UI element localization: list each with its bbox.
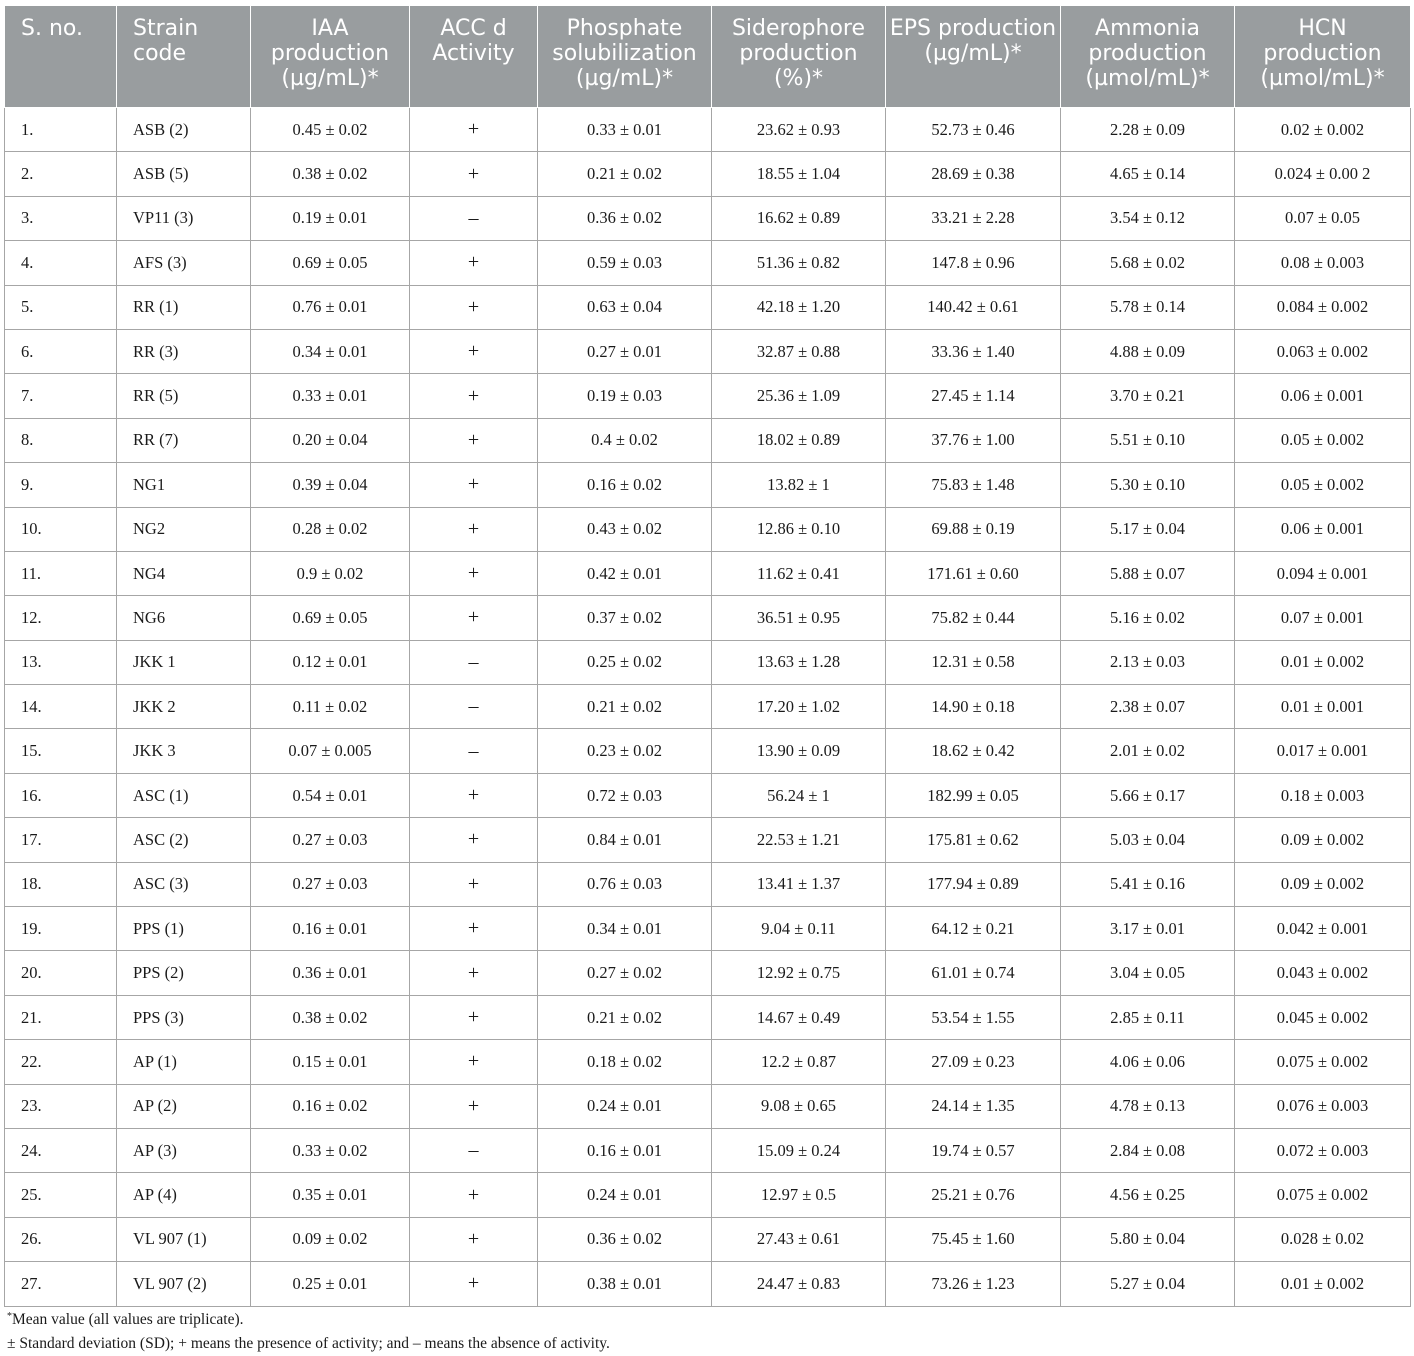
cell-eps: 75.45 ± 1.60 [886,1217,1061,1261]
cell-eps: 28.69 ± 0.38 [886,152,1061,196]
cell-ammonia: 4.88 ± 0.09 [1061,329,1235,373]
cell-s-no: 25. [5,1173,117,1217]
cell-acc-d: + [410,951,538,995]
cell-acc-d: + [410,995,538,1039]
cell-siderophore: 14.67 ± 0.49 [712,995,886,1039]
cell-phosphate: 0.19 ± 0.03 [538,374,712,418]
cell-siderophore: 12.86 ± 0.10 [712,507,886,551]
cell-strain-code: ASC (1) [117,773,251,817]
cell-siderophore: 17.20 ± 1.02 [712,685,886,729]
cell-eps: 19.74 ± 0.57 [886,1128,1061,1172]
table-footnotes [7,1305,610,1356]
cell-phosphate: 0.42 ± 0.01 [538,551,712,595]
cell-strain-code: ASC (2) [117,818,251,862]
cell-s-no: 12. [5,596,117,640]
cell-phosphate: 0.16 ± 0.02 [538,463,712,507]
cell-phosphate: 0.21 ± 0.02 [538,685,712,729]
cell-hcn: 0.028 ± 0.02 [1235,1217,1411,1261]
cell-iaa: 0.09 ± 0.02 [251,1217,410,1261]
cell-eps: 75.82 ± 0.44 [886,596,1061,640]
cell-eps: 53.54 ± 1.55 [886,995,1061,1039]
cell-phosphate: 0.76 ± 0.03 [538,862,712,906]
cell-acc-d: + [410,773,538,817]
cell-hcn: 0.09 ± 0.002 [1235,818,1411,862]
cell-phosphate: 0.27 ± 0.02 [538,951,712,995]
cell-hcn: 0.07 ± 0.05 [1235,196,1411,240]
cell-s-no: 8. [5,418,117,462]
cell-strain-code: VP11 (3) [117,196,251,240]
cell-eps: 52.73 ± 0.46 [886,108,1061,152]
cell-s-no: 14. [5,685,117,729]
cell-acc-d: + [410,1084,538,1128]
table-row [5,196,1411,240]
cell-siderophore: 9.04 ± 0.11 [712,907,886,951]
cell-hcn: 0.017 ± 0.001 [1235,729,1411,773]
header-s-no: S. no. [5,6,117,108]
cell-hcn: 0.075 ± 0.002 [1235,1173,1411,1217]
cell-s-no: 5. [5,285,117,329]
table-row [5,995,1411,1039]
cell-strain-code: RR (1) [117,285,251,329]
cell-acc-d: + [410,1173,538,1217]
cell-iaa: 0.76 ± 0.01 [251,285,410,329]
cell-acc-d: + [410,862,538,906]
cell-eps: 12.31 ± 0.58 [886,640,1061,684]
cell-eps: 177.94 ± 0.89 [886,862,1061,906]
cell-eps: 33.21 ± 2.28 [886,196,1061,240]
cell-eps: 18.62 ± 0.42 [886,729,1061,773]
cell-strain-code: NG6 [117,596,251,640]
header-ammonia: Ammonia production (µmol/mL)* [1061,6,1235,108]
table-row [5,551,1411,595]
cell-iaa: 0.11 ± 0.02 [251,685,410,729]
cell-siderophore: 13.90 ± 0.09 [712,729,886,773]
cell-siderophore: 12.2 ± 0.87 [712,1040,886,1084]
cell-hcn: 0.07 ± 0.001 [1235,596,1411,640]
cell-eps: 75.83 ± 1.48 [886,463,1061,507]
cell-siderophore: 12.97 ± 0.5 [712,1173,886,1217]
cell-siderophore: 18.02 ± 0.89 [712,418,886,462]
cell-s-no: 7. [5,374,117,418]
table-row [5,685,1411,729]
table-row [5,418,1411,462]
header-row [5,6,1411,108]
cell-hcn: 0.09 ± 0.002 [1235,862,1411,906]
header-acc-d: ACC d Activity [410,6,538,108]
table-row [5,596,1411,640]
cell-phosphate: 0.72 ± 0.03 [538,773,712,817]
header-iaa: IAA production (µg/mL)* [251,6,410,108]
cell-eps: 171.61 ± 0.60 [886,551,1061,595]
cell-strain-code: AP (3) [117,1128,251,1172]
cell-eps: 64.12 ± 0.21 [886,907,1061,951]
cell-ammonia: 5.78 ± 0.14 [1061,285,1235,329]
cell-acc-d: + [410,596,538,640]
cell-ammonia: 3.70 ± 0.21 [1061,374,1235,418]
cell-s-no: 21. [5,995,117,1039]
cell-s-no: 15. [5,729,117,773]
cell-hcn: 0.076 ± 0.003 [1235,1084,1411,1128]
cell-iaa: 0.27 ± 0.03 [251,862,410,906]
cell-s-no: 20. [5,951,117,995]
cell-iaa: 0.16 ± 0.02 [251,1084,410,1128]
table-row [5,818,1411,862]
table-body [5,108,1411,1307]
cell-s-no: 22. [5,1040,117,1084]
cell-acc-d: + [410,463,538,507]
cell-acc-d: – [410,729,538,773]
table-row [5,241,1411,285]
cell-phosphate: 0.24 ± 0.01 [538,1173,712,1217]
cell-siderophore: 32.87 ± 0.88 [712,329,886,373]
header-strain-code: Strain code [117,6,251,108]
cell-iaa: 0.36 ± 0.01 [251,951,410,995]
header-phosphate: Phosphate solubilization (µg/mL)* [538,6,712,108]
cell-s-no: 10. [5,507,117,551]
cell-phosphate: 0.36 ± 0.02 [538,1217,712,1261]
cell-hcn: 0.06 ± 0.001 [1235,374,1411,418]
table-row [5,862,1411,906]
cell-siderophore: 42.18 ± 1.20 [712,285,886,329]
cell-siderophore: 15.09 ± 0.24 [712,1128,886,1172]
cell-s-no: 24. [5,1128,117,1172]
cell-ammonia: 2.28 ± 0.09 [1061,108,1235,152]
cell-acc-d: + [410,418,538,462]
cell-ammonia: 4.78 ± 0.13 [1061,1084,1235,1128]
cell-acc-d: + [410,1262,538,1306]
cell-acc-d: + [410,551,538,595]
cell-hcn: 0.05 ± 0.002 [1235,463,1411,507]
table-row [5,1217,1411,1261]
cell-ammonia: 5.27 ± 0.04 [1061,1262,1235,1306]
cell-ammonia: 5.51 ± 0.10 [1061,418,1235,462]
cell-iaa: 0.16 ± 0.01 [251,907,410,951]
cell-hcn: 0.01 ± 0.001 [1235,685,1411,729]
cell-eps: 61.01 ± 0.74 [886,951,1061,995]
cell-iaa: 0.38 ± 0.02 [251,152,410,196]
cell-hcn: 0.05 ± 0.002 [1235,418,1411,462]
cell-iaa: 0.27 ± 0.03 [251,818,410,862]
cell-hcn: 0.024 ± 0.00 2 [1235,152,1411,196]
cell-iaa: 0.33 ± 0.01 [251,374,410,418]
cell-phosphate: 0.21 ± 0.02 [538,995,712,1039]
cell-ammonia: 5.88 ± 0.07 [1061,551,1235,595]
cell-strain-code: NG1 [117,463,251,507]
cell-acc-d: + [410,1040,538,1084]
cell-ammonia: 5.30 ± 0.10 [1061,463,1235,507]
cell-hcn: 0.075 ± 0.002 [1235,1040,1411,1084]
footnote-mean-text: Mean value (all values are triplicate). [12,1311,244,1328]
cell-hcn: 0.042 ± 0.001 [1235,907,1411,951]
cell-s-no: 18. [5,862,117,906]
cell-acc-d: – [410,1128,538,1172]
cell-eps: 25.21 ± 0.76 [886,1173,1061,1217]
cell-s-no: 27. [5,1262,117,1306]
cell-strain-code: JKK 2 [117,685,251,729]
cell-strain-code: ASB (2) [117,108,251,152]
cell-strain-code: NG2 [117,507,251,551]
cell-s-no: 13. [5,640,117,684]
footnote-mean [7,1305,610,1332]
cell-phosphate: 0.18 ± 0.02 [538,1040,712,1084]
cell-iaa: 0.39 ± 0.04 [251,463,410,507]
cell-siderophore: 18.55 ± 1.04 [712,152,886,196]
cell-acc-d: – [410,685,538,729]
table-row [5,1173,1411,1217]
cell-phosphate: 0.84 ± 0.01 [538,818,712,862]
table-row [5,640,1411,684]
cell-siderophore: 22.53 ± 1.21 [712,818,886,862]
cell-siderophore: 51.36 ± 0.82 [712,241,886,285]
cell-acc-d: + [410,285,538,329]
cell-acc-d: – [410,640,538,684]
cell-iaa: 0.69 ± 0.05 [251,596,410,640]
cell-siderophore: 25.36 ± 1.09 [712,374,886,418]
cell-siderophore: 13.41 ± 1.37 [712,862,886,906]
table-row [5,907,1411,951]
cell-iaa: 0.19 ± 0.01 [251,196,410,240]
cell-ammonia: 4.65 ± 0.14 [1061,152,1235,196]
cell-hcn: 0.18 ± 0.003 [1235,773,1411,817]
cell-strain-code: NG4 [117,551,251,595]
table-row [5,729,1411,773]
cell-ammonia: 2.85 ± 0.11 [1061,995,1235,1039]
cell-hcn: 0.094 ± 0.001 [1235,551,1411,595]
cell-iaa: 0.25 ± 0.01 [251,1262,410,1306]
cell-hcn: 0.08 ± 0.003 [1235,241,1411,285]
table-row [5,507,1411,551]
cell-ammonia: 4.56 ± 0.25 [1061,1173,1235,1217]
table-row [5,463,1411,507]
cell-phosphate: 0.25 ± 0.02 [538,640,712,684]
cell-ammonia: 2.84 ± 0.08 [1061,1128,1235,1172]
cell-acc-d: + [410,241,538,285]
table-row [5,1084,1411,1128]
cell-phosphate: 0.59 ± 0.03 [538,241,712,285]
cell-strain-code: PPS (3) [117,995,251,1039]
cell-phosphate: 0.24 ± 0.01 [538,1084,712,1128]
cell-strain-code: JKK 3 [117,729,251,773]
cell-ammonia: 3.54 ± 0.12 [1061,196,1235,240]
cell-phosphate: 0.21 ± 0.02 [538,152,712,196]
footnote-marker: * [7,1311,12,1322]
cell-acc-d: + [410,108,538,152]
cell-iaa: 0.38 ± 0.02 [251,995,410,1039]
cell-eps: 14.90 ± 0.18 [886,685,1061,729]
cell-s-no: 11. [5,551,117,595]
table-row [5,108,1411,152]
cell-phosphate: 0.63 ± 0.04 [538,285,712,329]
cell-phosphate: 0.23 ± 0.02 [538,729,712,773]
cell-siderophore: 13.63 ± 1.28 [712,640,886,684]
cell-strain-code: AP (4) [117,1173,251,1217]
header-hcn: HCN production (µmol/mL)* [1235,6,1411,108]
cell-phosphate: 0.16 ± 0.01 [538,1128,712,1172]
cell-siderophore: 56.24 ± 1 [712,773,886,817]
cell-phosphate: 0.33 ± 0.01 [538,108,712,152]
cell-s-no: 17. [5,818,117,862]
table-row [5,951,1411,995]
footnote-legend: ± Standard deviation (SD); + means the presence of activity; and – means the absence of activity. [7,1335,610,1352]
cell-ammonia: 5.68 ± 0.02 [1061,241,1235,285]
cell-ammonia: 3.04 ± 0.05 [1061,951,1235,995]
table-row [5,1128,1411,1172]
cell-iaa: 0.45 ± 0.02 [251,108,410,152]
cell-iaa: 0.69 ± 0.05 [251,241,410,285]
cell-hcn: 0.084 ± 0.002 [1235,285,1411,329]
cell-hcn: 0.072 ± 0.003 [1235,1128,1411,1172]
cell-hcn: 0.02 ± 0.002 [1235,108,1411,152]
cell-strain-code: VL 907 (2) [117,1262,251,1306]
cell-s-no: 19. [5,907,117,951]
cell-eps: 175.81 ± 0.62 [886,818,1061,862]
cell-acc-d: + [410,329,538,373]
cell-strain-code: VL 907 (1) [117,1217,251,1261]
cell-siderophore: 9.08 ± 0.65 [712,1084,886,1128]
cell-siderophore: 11.62 ± 0.41 [712,551,886,595]
cell-hcn: 0.063 ± 0.002 [1235,329,1411,373]
cell-strain-code: RR (3) [117,329,251,373]
cell-siderophore: 27.43 ± 0.61 [712,1217,886,1261]
cell-ammonia: 2.13 ± 0.03 [1061,640,1235,684]
cell-phosphate: 0.36 ± 0.02 [538,196,712,240]
header-eps: EPS production (µg/mL)* [886,6,1061,108]
cell-hcn: 0.01 ± 0.002 [1235,640,1411,684]
cell-s-no: 26. [5,1217,117,1261]
cell-hcn: 0.01 ± 0.002 [1235,1262,1411,1306]
cell-siderophore: 12.92 ± 0.75 [712,951,886,995]
cell-iaa: 0.20 ± 0.04 [251,418,410,462]
cell-strain-code: RR (7) [117,418,251,462]
cell-ammonia: 5.03 ± 0.04 [1061,818,1235,862]
cell-strain-code: ASC (3) [117,862,251,906]
cell-acc-d: + [410,907,538,951]
table-row [5,374,1411,418]
cell-s-no: 16. [5,773,117,817]
cell-strain-code: AP (1) [117,1040,251,1084]
cell-eps: 182.99 ± 0.05 [886,773,1061,817]
cell-iaa: 0.34 ± 0.01 [251,329,410,373]
cell-phosphate: 0.37 ± 0.02 [538,596,712,640]
cell-s-no: 6. [5,329,117,373]
cell-s-no: 4. [5,241,117,285]
cell-acc-d: + [410,152,538,196]
cell-ammonia: 4.06 ± 0.06 [1061,1040,1235,1084]
cell-ammonia: 5.41 ± 0.16 [1061,862,1235,906]
cell-ammonia: 5.16 ± 0.02 [1061,596,1235,640]
table-row [5,773,1411,817]
cell-strain-code: ASB (5) [117,152,251,196]
cell-iaa: 0.15 ± 0.01 [251,1040,410,1084]
cell-acc-d: – [410,196,538,240]
table-row [5,1040,1411,1084]
cell-siderophore: 24.47 ± 0.83 [712,1262,886,1306]
cell-strain-code: JKK 1 [117,640,251,684]
cell-eps: 27.45 ± 1.14 [886,374,1061,418]
cell-iaa: 0.35 ± 0.01 [251,1173,410,1217]
cell-hcn: 0.06 ± 0.001 [1235,507,1411,551]
cell-siderophore: 16.62 ± 0.89 [712,196,886,240]
cell-iaa: 0.54 ± 0.01 [251,773,410,817]
cell-siderophore: 36.51 ± 0.95 [712,596,886,640]
cell-s-no: 3. [5,196,117,240]
cell-eps: 33.36 ± 1.40 [886,329,1061,373]
cell-eps: 24.14 ± 1.35 [886,1084,1061,1128]
cell-phosphate: 0.4 ± 0.02 [538,418,712,462]
cell-ammonia: 5.17 ± 0.04 [1061,507,1235,551]
table-header [5,6,1411,108]
cell-phosphate: 0.43 ± 0.02 [538,507,712,551]
cell-eps: 69.88 ± 0.19 [886,507,1061,551]
strain-traits-table [4,5,1411,1307]
cell-hcn: 0.043 ± 0.002 [1235,951,1411,995]
cell-eps: 27.09 ± 0.23 [886,1040,1061,1084]
cell-strain-code: PPS (1) [117,907,251,951]
cell-acc-d: + [410,374,538,418]
cell-phosphate: 0.38 ± 0.01 [538,1262,712,1306]
cell-ammonia: 5.66 ± 0.17 [1061,773,1235,817]
cell-strain-code: PPS (2) [117,951,251,995]
cell-iaa: 0.9 ± 0.02 [251,551,410,595]
cell-eps: 140.42 ± 0.61 [886,285,1061,329]
cell-phosphate: 0.27 ± 0.01 [538,329,712,373]
table-row [5,152,1411,196]
cell-s-no: 9. [5,463,117,507]
cell-strain-code: AP (2) [117,1084,251,1128]
cell-siderophore: 13.82 ± 1 [712,463,886,507]
cell-strain-code: RR (5) [117,374,251,418]
cell-phosphate: 0.34 ± 0.01 [538,907,712,951]
cell-s-no: 2. [5,152,117,196]
cell-strain-code: AFS (3) [117,241,251,285]
cell-iaa: 0.28 ± 0.02 [251,507,410,551]
cell-s-no: 23. [5,1084,117,1128]
table-row [5,329,1411,373]
cell-s-no: 1. [5,108,117,152]
cell-ammonia: 5.80 ± 0.04 [1061,1217,1235,1261]
cell-siderophore: 23.62 ± 0.93 [712,108,886,152]
table-row [5,285,1411,329]
cell-eps: 147.8 ± 0.96 [886,241,1061,285]
table-row [5,1262,1411,1306]
cell-acc-d: + [410,507,538,551]
cell-ammonia: 2.38 ± 0.07 [1061,685,1235,729]
header-siderophore: Siderophore production (%)* [712,6,886,108]
cell-ammonia: 3.17 ± 0.01 [1061,907,1235,951]
cell-iaa: 0.12 ± 0.01 [251,640,410,684]
cell-eps: 37.76 ± 1.00 [886,418,1061,462]
cell-eps: 73.26 ± 1.23 [886,1262,1061,1306]
cell-iaa: 0.33 ± 0.02 [251,1128,410,1172]
cell-ammonia: 2.01 ± 0.02 [1061,729,1235,773]
cell-acc-d: + [410,1217,538,1261]
cell-iaa: 0.07 ± 0.005 [251,729,410,773]
cell-acc-d: + [410,818,538,862]
cell-hcn: 0.045 ± 0.002 [1235,995,1411,1039]
